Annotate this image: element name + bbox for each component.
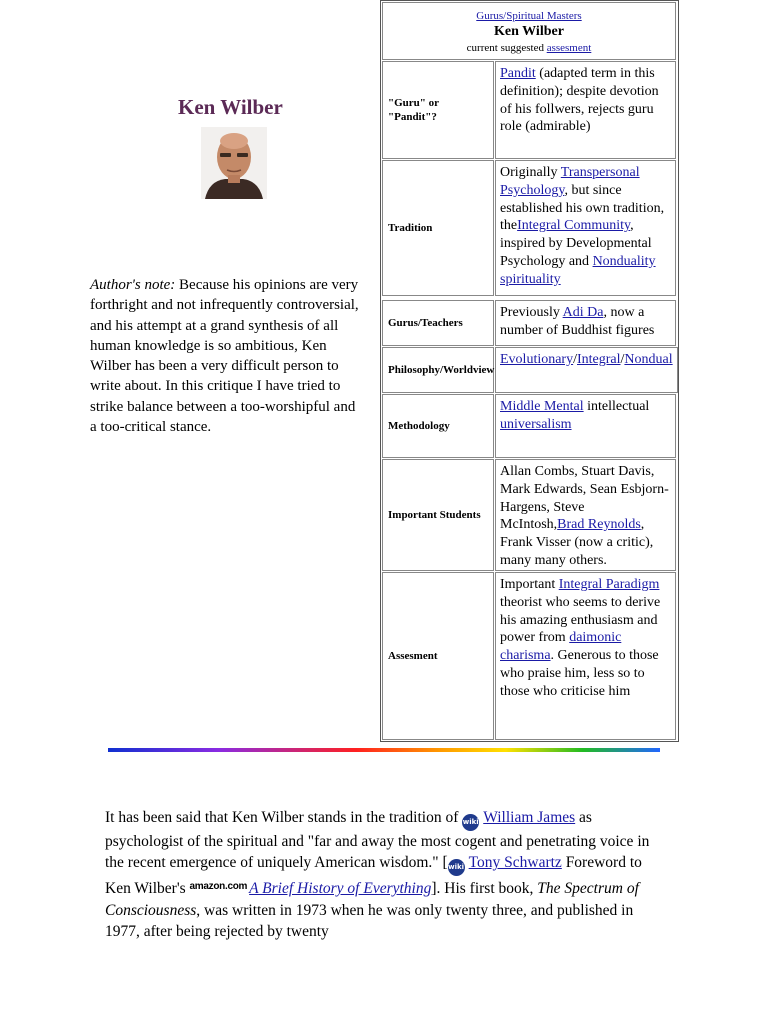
wiki-icon[interactable]: wiki	[448, 859, 465, 876]
integral-link[interactable]: Integral	[577, 352, 621, 367]
nondual-link[interactable]: Nondual	[624, 352, 673, 367]
nonduality-link[interactable]: Nonduality spirituality	[500, 253, 656, 287]
row-text: Originally	[500, 165, 561, 180]
wiki-icon[interactable]: wiki	[462, 814, 479, 831]
page-title: Ken Wilber	[178, 95, 283, 119]
daimonic-link[interactable]: daimonic	[569, 630, 622, 646]
row-label: "Guru" or "Pandit"?	[382, 61, 494, 159]
body-text: It has been said that Ken Wilber stands in the tradition of	[105, 809, 463, 826]
row-text: , Frank Visser (now a critic), many many others.	[500, 517, 654, 568]
gurus-masters-link[interactable]: Gurus/Spiritual Masters	[476, 10, 582, 22]
author-note-text: Because his opinions are very forthright and not infrequently controversial, and his attempt at a grand synthesis of all human knowledge is so ambitious, Ken Wilber has been a very difficult person to write about. In this critique I have tried to strike balance between a too-worshipful and a too-critical stance.	[90, 277, 359, 436]
row-value	[495, 572, 676, 740]
integral-paradigm-link[interactable]: Integral Paradigm	[558, 577, 660, 592]
body-text: ]. His first book,	[431, 880, 538, 898]
assesment-link[interactable]: assesment	[546, 42, 592, 54]
row-text: theorist who seems to derive his amazing enthusiasm and power from	[500, 594, 661, 646]
table-row-methodology	[382, 394, 676, 458]
row-text: . Generous to those who praise him, less so to those who criticise him	[500, 648, 659, 699]
author-note-lead: Author's note:	[90, 277, 176, 293]
row-value	[495, 347, 678, 393]
info-table	[380, 0, 679, 742]
table-row-tradition	[382, 160, 676, 296]
suggested-prefix: current suggested	[466, 42, 544, 54]
body-text: Foreword to Ken Wilber's	[105, 854, 642, 898]
book-title: The Spectrum of Consciousness	[105, 880, 639, 919]
row-label: Tradition	[382, 160, 494, 296]
row-value	[495, 394, 676, 458]
row-value	[495, 160, 676, 296]
transpersonal-link[interactable]: Transpersonal Psychology	[500, 165, 640, 198]
universalism-link[interactable]: universalism	[500, 416, 572, 432]
portrait-photo	[201, 127, 267, 199]
amazon-icon[interactable]: amazon.com	[189, 881, 248, 893]
row-text: , now a number of Buddhist figures	[500, 305, 655, 338]
row-text: Allan Combs, Stuart Davis, Mark Edwards, Sean Esbjorn-Hargens, Steve McIntosh,	[500, 464, 669, 533]
body-text: as psychologist of the spiritual and "far and away the most cogent and penetrating voice in the recent emergence of uniquely American wisdom." [	[105, 809, 650, 872]
separator: /	[620, 352, 625, 367]
row-text: intellectual	[583, 399, 650, 414]
adi-da-link[interactable]: Adi Da	[562, 305, 604, 320]
row-label: Methodology	[382, 394, 494, 458]
table-row-assesment	[382, 572, 676, 740]
pandit-link[interactable]: Pandit	[500, 66, 536, 81]
tony-schwartz-link[interactable]: Tony Schwartz	[468, 854, 562, 872]
row-value	[495, 300, 676, 346]
integral-community-link[interactable]: Integral Community	[517, 218, 631, 234]
table-row-philosophy	[382, 347, 676, 393]
table-header	[382, 2, 676, 60]
row-label: Important Students	[382, 459, 494, 571]
row-value	[495, 61, 676, 159]
body-text: , was written in 1973 when he was only twenty three, and published in 1977, after being rejected by twenty	[105, 901, 634, 940]
brief-history-link[interactable]: A Brief History of Everything	[249, 880, 432, 898]
rainbow-divider	[108, 748, 660, 752]
william-james-link[interactable]: William James	[483, 809, 576, 826]
row-label: Philosophy/Worldview	[382, 347, 494, 393]
table-name: Ken Wilber	[494, 24, 564, 39]
table-row-guru	[382, 61, 676, 159]
row-text: Previously	[500, 305, 563, 320]
table-row-teachers	[382, 300, 676, 346]
row-text: , but since established his own tradition, the	[500, 182, 665, 234]
row-text: (adapted term in this definition); despite devotion of his follwers, rejects guru role (admirable)	[500, 66, 659, 135]
separator: /	[573, 352, 577, 367]
table-row-students	[382, 459, 676, 571]
row-value	[495, 459, 676, 571]
row-text: Important	[500, 577, 559, 592]
row-label: Assesment	[382, 572, 494, 740]
brad-reynolds-link[interactable]: Brad Reynolds	[557, 517, 641, 533]
body-paragraph	[105, 807, 665, 942]
middle-mental-link[interactable]: Middle Mental	[500, 399, 584, 414]
evolutionary-link[interactable]: Evolutionary	[500, 352, 574, 367]
charisma-link[interactable]: charisma	[500, 648, 551, 664]
row-text: , inspired by Developmental Psychology and	[500, 218, 652, 269]
row-label: Gurus/Teachers	[382, 300, 494, 346]
author-note	[90, 275, 365, 437]
